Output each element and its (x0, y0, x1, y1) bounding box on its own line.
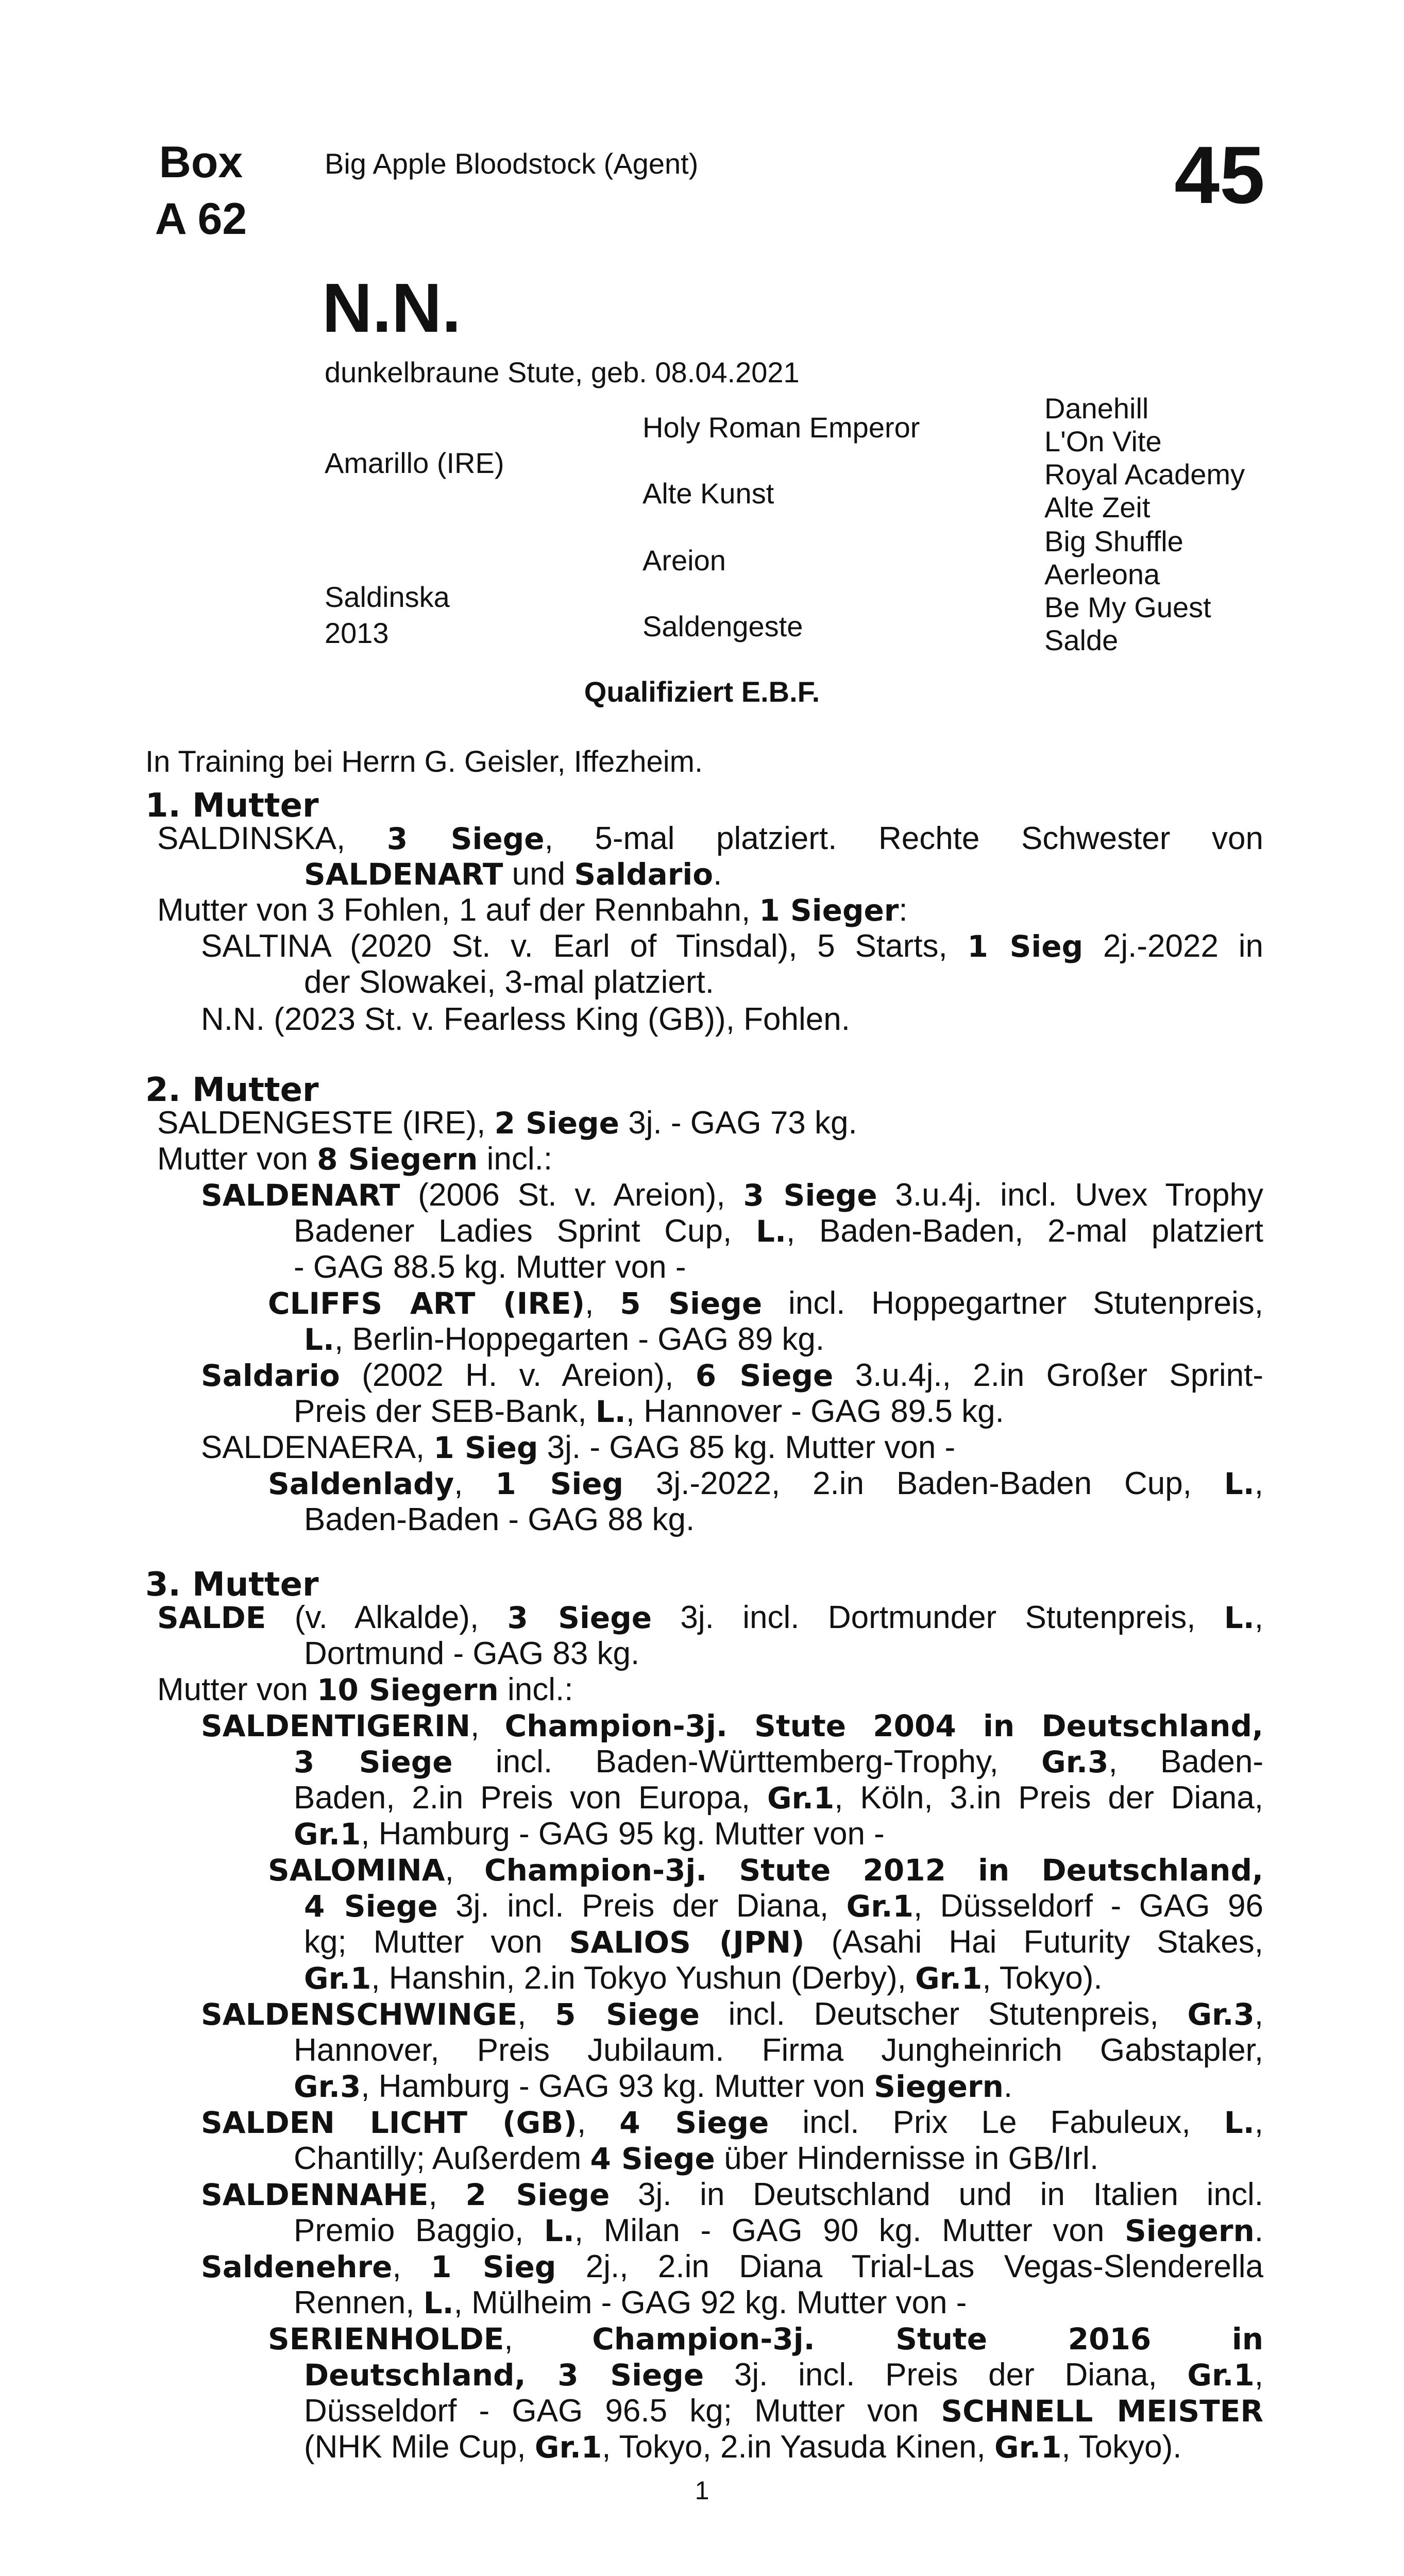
bold-text: Siegern (1125, 2213, 1255, 2248)
pedigree-gen3-3: Royal Academy (1044, 458, 1245, 490)
text: 2j.-2022 in (1083, 928, 1264, 964)
text: , (1254, 2105, 1263, 2140)
text: . (1003, 2069, 1013, 2104)
pedigree-gen3-2: L'On Vite (1044, 425, 1162, 457)
text-line (304, 2429, 1181, 2465)
text: , (1254, 2357, 1263, 2393)
bold-text: Gr.1 (767, 1781, 835, 1816)
box-label: Box (159, 138, 243, 187)
text-line (294, 1249, 686, 1285)
text-line (304, 2393, 1263, 2429)
bold-text: 2 Siege (465, 2177, 610, 2212)
bold-text: 4 Siege (590, 2141, 715, 2176)
bold-text: L. (304, 1322, 334, 1357)
bold-text: SALDENSCHWINGE (201, 1997, 518, 2032)
bold-text: Gr.1 (994, 2430, 1062, 2465)
text: Baden, 2.in Preis von Europa, (294, 1780, 767, 1816)
text-line (294, 1213, 1263, 1249)
bold-text: 4 Siege (304, 1889, 438, 1924)
horse-name: N.N. (322, 269, 461, 347)
text: Hannover, Preis Jubilaum. Firma Jungheinrich Gabstapler, (294, 2032, 1263, 2068)
text-line (201, 1002, 850, 1038)
bold-text: Gr.1 (915, 1961, 983, 1996)
text: , Köln, 3.in Preis der Diana, (834, 1780, 1263, 1816)
text-line (157, 821, 1263, 857)
bold-text: SALOMINA (268, 1853, 445, 1888)
text-line (268, 2321, 1263, 2357)
text: , Hamburg - GAG 95 kg. Mutter von - (361, 1816, 885, 1852)
text: , (428, 2177, 466, 2212)
text: , Mülheim - GAG 92 kg. Mutter von - (453, 2285, 967, 2320)
text: 3j. incl. Preis der Diana, (437, 1888, 847, 1924)
text-line (304, 1888, 1263, 1924)
text-line (304, 964, 714, 1001)
text-line (157, 1141, 552, 1177)
bold-text: L. (423, 2285, 454, 2320)
text: , Hamburg - GAG 93 kg. Mutter von (361, 2069, 874, 2104)
text: SALDENGESTE (IRE), (157, 1105, 495, 1141)
text-line (304, 2357, 1263, 2393)
text-line (201, 1177, 1263, 1213)
text: , Tokyo). (1061, 2429, 1182, 2465)
text-line (294, 1394, 1004, 1430)
bold-text: SALDENNAHE (201, 2177, 429, 2212)
pedigree-dam-dam: Saldengeste (642, 610, 803, 642)
bold-text: 1 Sieger (759, 893, 899, 928)
text: , Baden- (1108, 1744, 1263, 1780)
bold-text: Champion-3j. Stute 2012 in Deutschland, (484, 1853, 1264, 1888)
text: - GAG 88.5 kg. Mutter von - (294, 1249, 686, 1285)
text: Mutter von 3 Fohlen, 1 auf der Rennbahn, (157, 892, 759, 928)
text-line (201, 1430, 955, 1466)
bold-text: SALIOS (JPN) (569, 1925, 805, 1960)
text-line (294, 1744, 1263, 1780)
text: incl.: (498, 1672, 573, 1707)
pedigree-gen3-8: Salde (1044, 624, 1119, 656)
text: , (1254, 1600, 1264, 1635)
text: (v. Alkalde), (266, 1600, 508, 1635)
section-heading-m1: 1. Mutter (145, 787, 319, 825)
bold-text: Siegern (874, 2069, 1004, 2104)
text-line (157, 1105, 857, 1141)
text: incl.: (478, 1141, 553, 1177)
qualification: Qualifiziert E.B.F. (584, 675, 820, 708)
text-line (294, 2285, 967, 2321)
pedigree-gen3-7: Be My Guest (1044, 591, 1211, 623)
text: Preis der SEB-Bank, (294, 1394, 596, 1429)
text: . (1254, 2213, 1263, 2248)
bold-text: Gr.1 (294, 1817, 361, 1852)
text: , (504, 2321, 593, 2357)
text-line (294, 1816, 885, 1852)
text-line (304, 1960, 1103, 1996)
pedigree-sire-dam: Alte Kunst (642, 477, 774, 510)
bold-text: Gr.1 (1187, 2358, 1255, 2393)
section-heading-m2: 2. Mutter (145, 1071, 319, 1109)
text: , Hanshin, 2.in Tokyo Yushun (Derby), (371, 1960, 916, 1996)
text: , 5-mal platziert. Rechte Schwester von (544, 821, 1263, 856)
pedigree-gen3-5: Big Shuffle (1044, 525, 1183, 557)
text: Mutter von (157, 1141, 317, 1177)
bold-text: L. (1224, 2105, 1255, 2140)
bold-text: 1 Sieg (967, 929, 1084, 964)
horse-description: dunkelbraune Stute, geb. 08.04.2021 (325, 356, 800, 388)
bold-text: L. (1224, 1600, 1255, 1635)
bold-text: 5 Siege (555, 1997, 700, 2032)
bold-text: Saldenehre (201, 2249, 393, 2284)
pedigree-sire-sire: Holy Roman Emperor (642, 411, 920, 444)
lot-number: 45 (1174, 130, 1265, 221)
pedigree-sire: Amarillo (IRE) (325, 447, 504, 479)
bold-text: Gr.3 (1187, 1997, 1255, 2032)
text: Chantilly; Außerdem (294, 2141, 590, 2176)
text: incl. Prix Le Fabuleux, (769, 2105, 1224, 2140)
text: 2j., 2.in Diana Trial-Las Vegas-Slenderella (556, 2249, 1263, 2284)
bold-text: L. (1224, 1466, 1255, 1501)
text: 3j. incl. Dortmunder Stutenpreis, (652, 1600, 1224, 1635)
text-line (157, 892, 908, 928)
page-number: 1 (695, 2476, 709, 2505)
bold-text: 1 Sieg (433, 1430, 538, 1465)
text: , (1254, 1996, 1264, 2032)
text-line (304, 1636, 639, 1672)
bold-text: 8 Siegern (317, 1142, 478, 1177)
box-number: A 62 (155, 194, 247, 244)
text: . (713, 856, 722, 892)
text: , Tokyo, 2.in Yasuda Kinen, (602, 2429, 994, 2465)
bold-text: Champion-3j. Stute 2016 in (592, 2321, 1264, 2357)
text: 3.u.4j. incl. Uvex Trophy (877, 1177, 1263, 1213)
text: 3j.-2022, 2.in Baden-Baden Cup, (623, 1466, 1224, 1501)
text: 3j. in Deutschland und in Italien incl. (610, 2177, 1263, 2212)
text: (Asahi Hai Futurity Stakes, (804, 1924, 1263, 1960)
text: , (517, 1996, 555, 2032)
text: , Düsseldorf - GAG 96 (913, 1888, 1263, 1924)
text-line (201, 1708, 1263, 1744)
bold-text: 3 Siege (507, 1600, 652, 1635)
text: Mutter von (157, 1672, 317, 1707)
text: und (503, 856, 574, 892)
text-line (201, 2177, 1263, 2213)
bold-text: Saldenlady (268, 1466, 454, 1501)
text-line (304, 1502, 695, 1538)
text-line (304, 856, 722, 892)
bold-text: L. (544, 2213, 574, 2248)
bold-text: SALDENART (304, 857, 503, 892)
text: , (1254, 1466, 1263, 1501)
bold-text: 4 Siege (619, 2105, 769, 2140)
bold-text: Gr.1 (846, 1889, 914, 1924)
text: Baden-Baden - GAG 88 kg. (304, 1502, 695, 1537)
bold-text: Saldario (574, 857, 714, 892)
bold-text: CLIFFS ART (IRE) (268, 1286, 585, 1321)
text-line (157, 1672, 573, 1708)
text: 3.u.4j., 2.in Großer Sprint- (833, 1358, 1264, 1393)
text: 3j. - GAG 85 kg. Mutter von - (538, 1430, 956, 1465)
text-line (268, 1852, 1263, 1888)
text: der Slowakei, 3-mal platziert. (304, 964, 714, 1000)
text: incl. Hoppegartner Stutenpreis, (762, 1285, 1264, 1321)
text: über Hindernisse in GB/Irl. (715, 2141, 1099, 2176)
text: (2006 St. v. Areion), (400, 1177, 743, 1213)
text: , Berlin-Hoppegarten - GAG 89 kg. (334, 1321, 825, 1357)
pedigree-dam: Saldinska (325, 581, 450, 613)
text: N.N. (2023 St. v. Fearless King (GB)), Fohlen. (201, 1002, 850, 1037)
text-line (294, 2032, 1263, 2069)
bold-text: 3 Siege (386, 821, 545, 856)
text: Dortmund - GAG 83 kg. (304, 1636, 640, 1671)
text-line (294, 2213, 1263, 2249)
pedigree-gen3-6: Aerleona (1044, 558, 1160, 590)
text: SALTINA (2020 St. v. Earl of Tinsdal), 5 Starts, (201, 928, 968, 964)
bold-text: 10 Siegern (317, 1672, 499, 1707)
section-heading-m3: 3. Mutter (145, 1566, 319, 1604)
text: , Baden-Baden, 2-mal platziert (786, 1213, 1263, 1249)
text: Badener Ladies Sprint Cup, (294, 1213, 756, 1249)
bold-text: L. (756, 1214, 786, 1249)
bold-text: SALDEN LICHT (GB) (201, 2105, 577, 2140)
text: , (392, 2249, 431, 2284)
text-line (201, 2249, 1263, 2285)
pedigree-dam-sire: Areion (642, 544, 726, 577)
text-line (157, 1600, 1263, 1636)
text: , Milan - GAG 90 kg. Mutter von (574, 2213, 1125, 2248)
text: Rennen, (294, 2285, 424, 2320)
text-line (294, 2069, 1012, 2105)
text-line (294, 1780, 1263, 1816)
training-note: In Training bei Herrn G. Geisler, Iffezheim. (145, 745, 703, 778)
text: Premio Baggio, (294, 2213, 544, 2248)
text-line (201, 928, 1263, 964)
text: , (585, 1285, 620, 1321)
bold-text: Gr.1 (534, 2430, 602, 2465)
text: , (470, 1708, 505, 1743)
bold-text: 1 Sieg (495, 1466, 624, 1501)
text: , Hannover - GAG 89.5 kg. (625, 1394, 1004, 1429)
bold-text: 3 Siege (294, 1744, 453, 1780)
bold-text: 1 Sieg (431, 2249, 556, 2284)
text: , (577, 2105, 620, 2140)
bold-text: SCHNELL MEISTER (941, 2394, 1263, 2429)
bold-text: 3 Siege (743, 1178, 877, 1213)
text-line (304, 1321, 824, 1358)
text: (NHK Mile Cup, (304, 2429, 535, 2465)
text: SALDINSKA, (157, 821, 387, 856)
pedigree-gen3-4: Alte Zeit (1044, 491, 1151, 523)
text-line (268, 1466, 1263, 1502)
bold-text: 5 Siege (620, 1286, 763, 1321)
bold-text: Champion-3j. Stute 2004 in Deutschland, (504, 1708, 1263, 1743)
bold-text: Gr.1 (304, 1961, 371, 1996)
text: 3j. incl. Preis der Diana, (704, 2357, 1188, 2393)
text: SALDENAERA, (201, 1430, 434, 1465)
text: incl. Deutscher Stutenpreis, (699, 1996, 1188, 2032)
text-line (201, 2105, 1263, 2141)
pedigree-gen3-1: Danehill (1044, 392, 1149, 425)
bold-text: SALDENTIGERIN (201, 1708, 471, 1743)
bold-text: Gr.3 (294, 2069, 361, 2104)
bold-text: Saldario (201, 1358, 340, 1393)
text: , (454, 1466, 496, 1501)
text: , Tokyo). (982, 1960, 1103, 1996)
text: kg; Mutter von (304, 1924, 569, 1960)
agent-name: Big Apple Bloodstock (Agent) (325, 147, 699, 180)
bold-text: SALDENART (201, 1178, 400, 1213)
bold-text: 6 Siege (695, 1358, 834, 1393)
pedigree-dam-year: 2013 (325, 617, 389, 649)
bold-text: SALDE (157, 1600, 266, 1635)
text: 3j. - GAG 73 kg. (619, 1105, 857, 1141)
text-line (201, 1996, 1263, 2032)
bold-text: Deutschland, 3 Siege (304, 2358, 704, 2393)
text: , (445, 1852, 485, 1888)
text: Düsseldorf - GAG 96.5 kg; Mutter von (304, 2393, 941, 2429)
bold-text: 2 Siege (494, 1106, 619, 1141)
text-line (268, 1285, 1263, 1321)
text-line (304, 1924, 1263, 1960)
text: incl. Baden-Württemberg-Trophy, (452, 1744, 1042, 1780)
text: : (899, 892, 908, 928)
bold-text: Gr.3 (1041, 1744, 1109, 1780)
bold-text: SERIENHOLDE (268, 2321, 504, 2357)
text-line (201, 1358, 1263, 1394)
text-line (294, 2141, 1098, 2177)
text: (2002 H. v. Areion), (340, 1358, 696, 1393)
bold-text: L. (595, 1394, 626, 1429)
